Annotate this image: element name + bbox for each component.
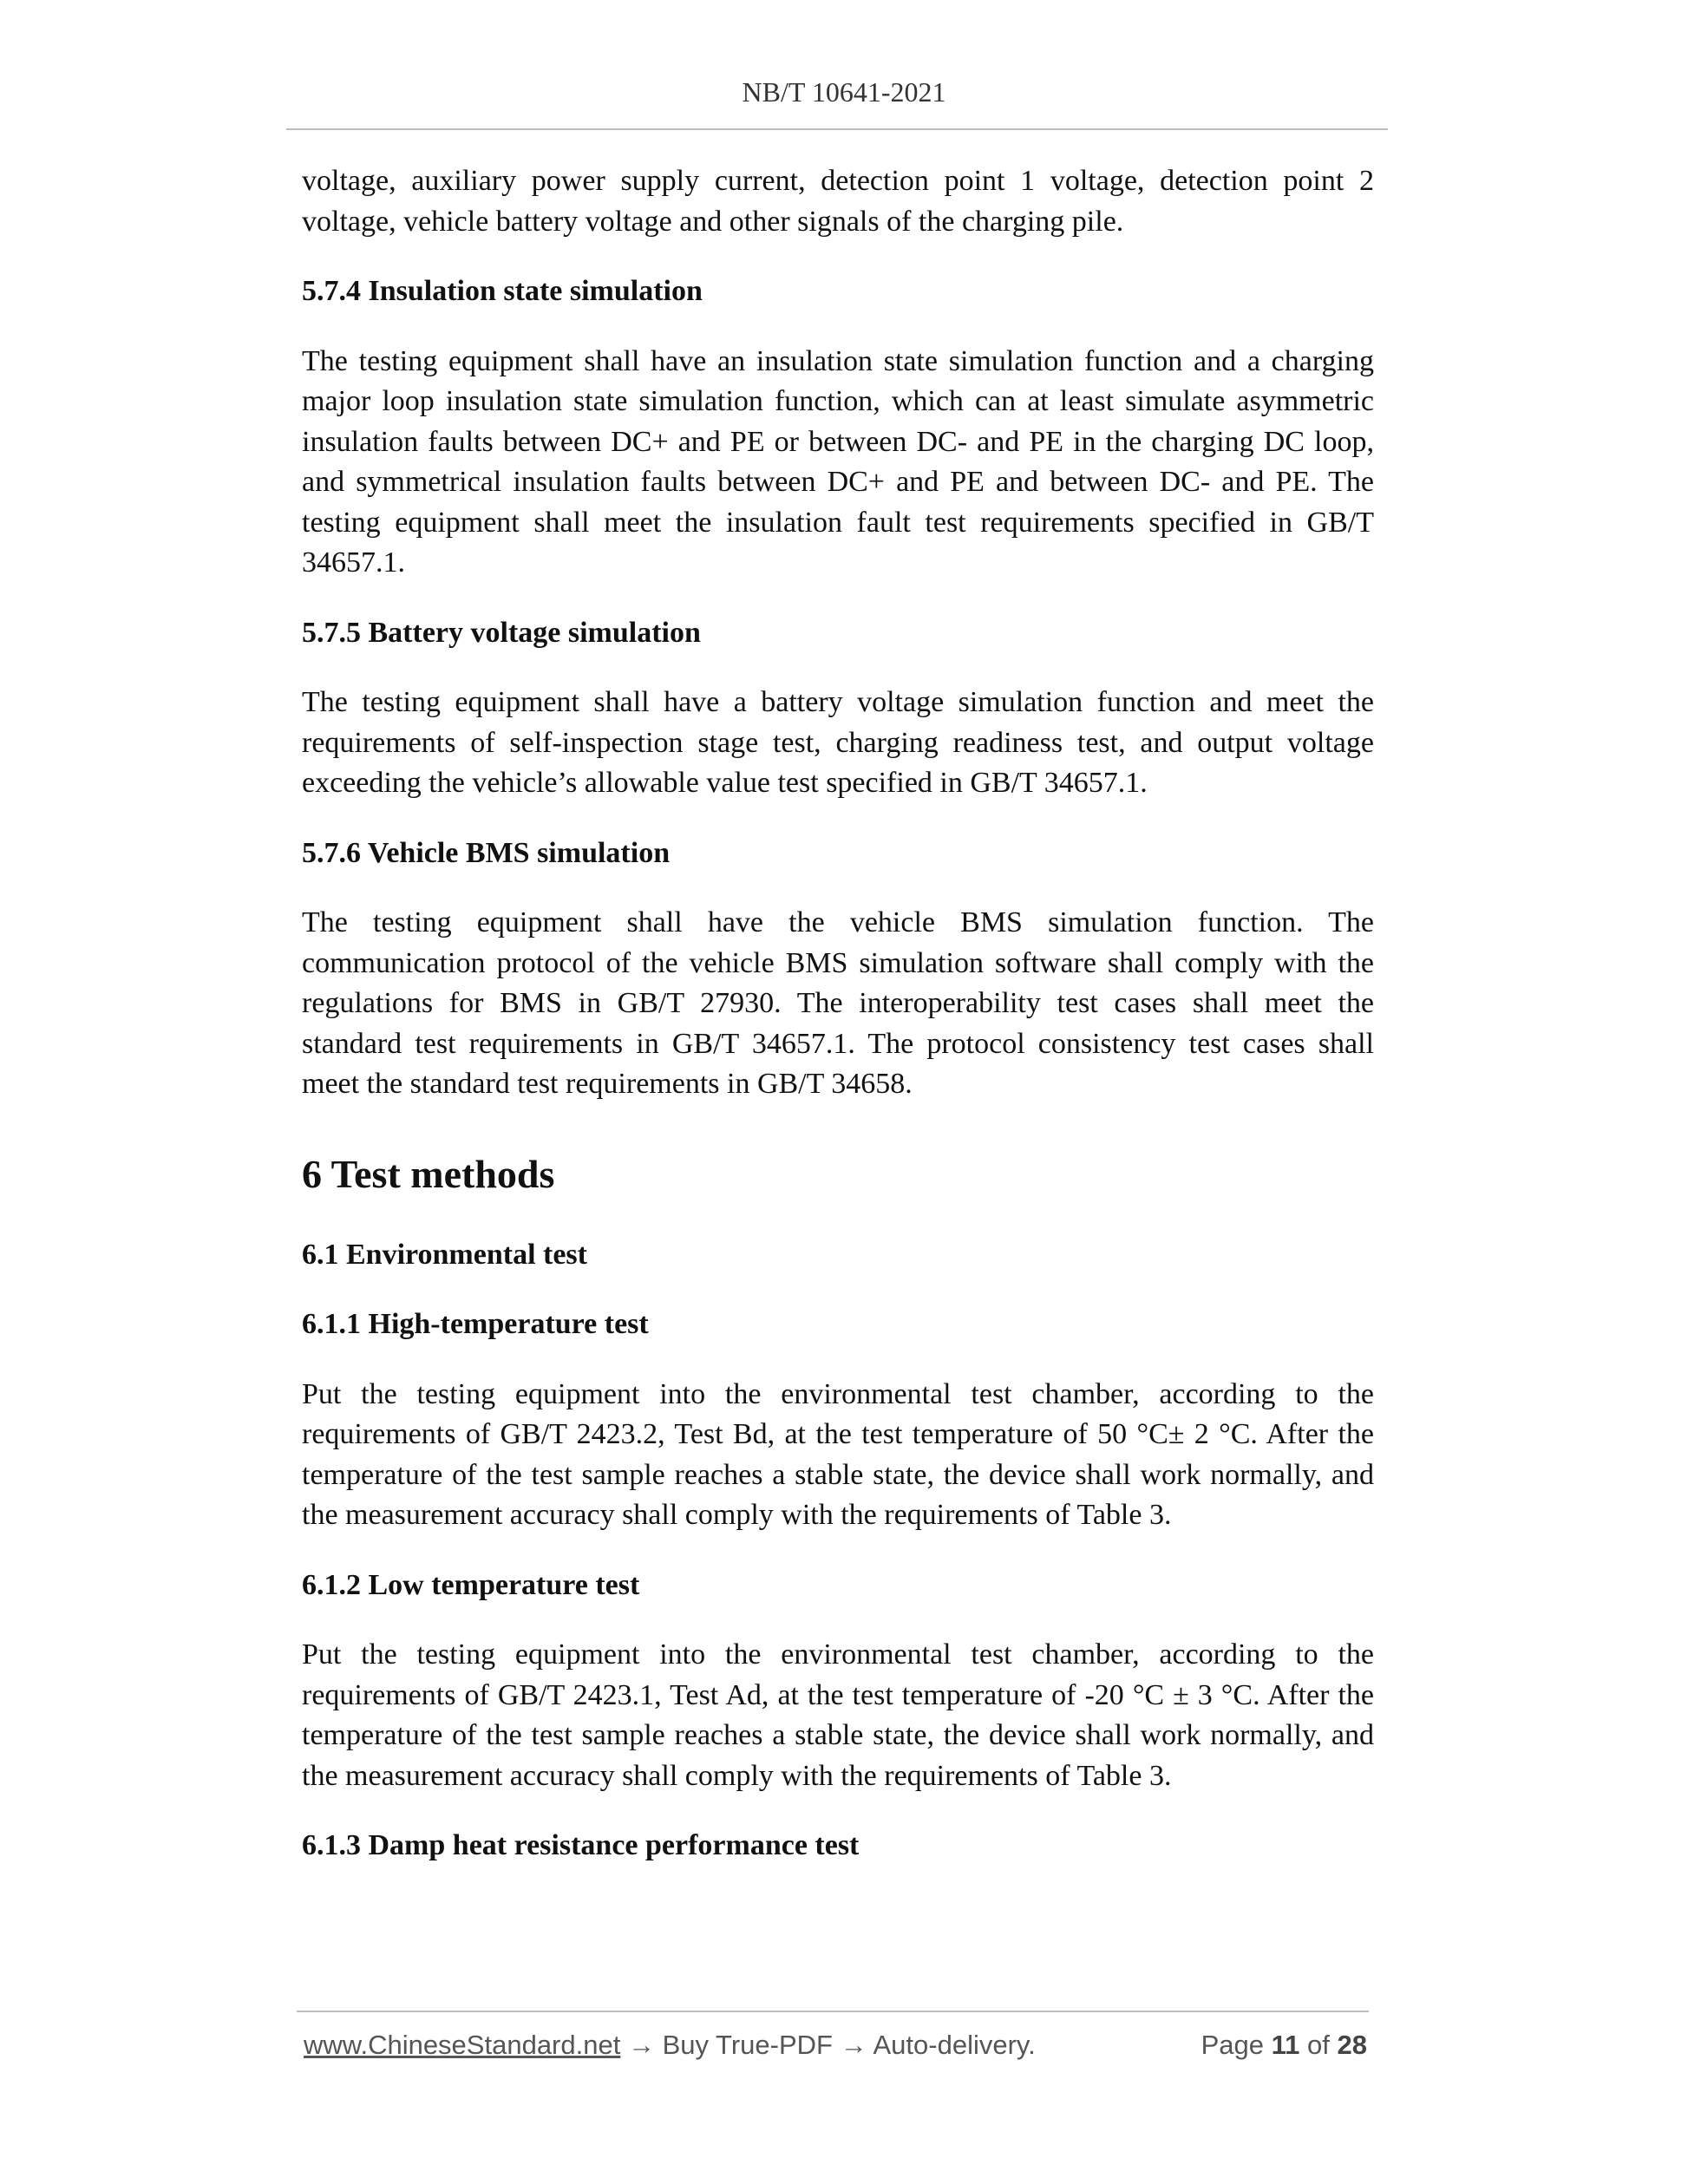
heading-6-1-1: 6.1.1 High-temperature test bbox=[302, 1308, 649, 1340]
heading-6: 6 Test methods bbox=[302, 1151, 555, 1196]
page-label: Page bbox=[1201, 2030, 1264, 2060]
continuation-paragraph: voltage, auxiliary power supply current, detection point 1 voltage, detection point 2 voltage, vehicle battery voltage and other signals of the charging pile. bbox=[302, 165, 1374, 238]
heading-6-1-2: 6.1.2 Low temperature test bbox=[302, 1568, 640, 1601]
paragraph-5-7-6: The testing equipment shall have the vehicle BMS simulation function. The communication protocol of the vehicle BMS simulation software shall comply with the regulations for BMS in GB/T 27930. The interoperability test cases shall meet the standard test requirements in GB/T 34657.1. The protocol consistency test cases shall meet the standard test requirements in GB/T 34658. bbox=[302, 906, 1374, 1100]
heading-5-7-4: 5.7.4 Insulation state simulation bbox=[302, 275, 703, 307]
header-divider bbox=[286, 128, 1388, 130]
auto-delivery-text: Auto-delivery. bbox=[873, 2030, 1036, 2060]
heading-5-7-6: 5.7.6 Vehicle BMS simulation bbox=[302, 836, 671, 869]
of-label: of bbox=[1307, 2030, 1330, 2060]
heading-6-1-3: 6.1.3 Damp heat resistance performance test bbox=[302, 1829, 860, 1861]
page-footer bbox=[304, 2030, 1367, 2070]
arrow-right-icon: → bbox=[627, 2030, 655, 2060]
paragraph-5-7-4: The testing equipment shall have an insulation state simulation function and a charging major loop insulation state simulation function, which can at least simulate asymmetric insulation faults between DC+ and PE or between DC- and PE in the charging DC loop, and symmetrical insulation faults between DC+ and PE and between DC- and PE. The testing equipment shall meet the insulation fault test requirements specified in GB/T 34657.1. bbox=[302, 344, 1374, 579]
heading-6-1: 6.1 Environmental test bbox=[302, 1238, 587, 1271]
total-pages: 28 bbox=[1337, 2030, 1367, 2060]
buy-pdf-link[interactable]: Buy True-PDF bbox=[662, 2030, 833, 2060]
footer-links bbox=[304, 2030, 1036, 2061]
heading-5-7-5: 5.7.5 Battery voltage simulation bbox=[302, 616, 701, 649]
paragraph-6-1-1: Put the testing equipment into the environmental test chamber, according to the requirements of GB/T 2423.2, Test Bd, at the test temperature of 50 °C± 2 °C. After the temperature of the test sample reaches a stable state, the device shall work normally, and the measurement accuracy shall comply with the requirements of Table 3. bbox=[302, 1377, 1374, 1531]
paragraph-5-7-5: The testing equipment shall have a battery voltage simulation function and meet the requirements of self-inspection stage test, charging readiness test, and output voltage exceeding the vehicle’s allowable value test specified in GB/T 34657.1. bbox=[302, 686, 1374, 799]
site-link[interactable]: www.ChineseStandard.net bbox=[304, 2030, 621, 2060]
footer-divider bbox=[297, 2011, 1369, 2012]
arrow-right-icon: → bbox=[840, 2030, 867, 2060]
page-header bbox=[0, 76, 1688, 108]
paragraph-6-1-2: Put the testing equipment into the environmental test chamber, according to the requirements of GB/T 2423.1, Test Ad, at the test temperature of -20 °C ± 3 °C. After the temperature of the test sample reaches a stable state, the device shall work normally, and the measurement accuracy shall comply with the requirements of Table 3. bbox=[302, 1638, 1374, 1792]
page-number: 11 bbox=[1271, 2030, 1300, 2060]
page-indicator bbox=[1201, 2030, 1367, 2061]
document-body bbox=[302, 161, 1374, 1896]
standard-code: NB/T 10641-2021 bbox=[742, 76, 946, 108]
